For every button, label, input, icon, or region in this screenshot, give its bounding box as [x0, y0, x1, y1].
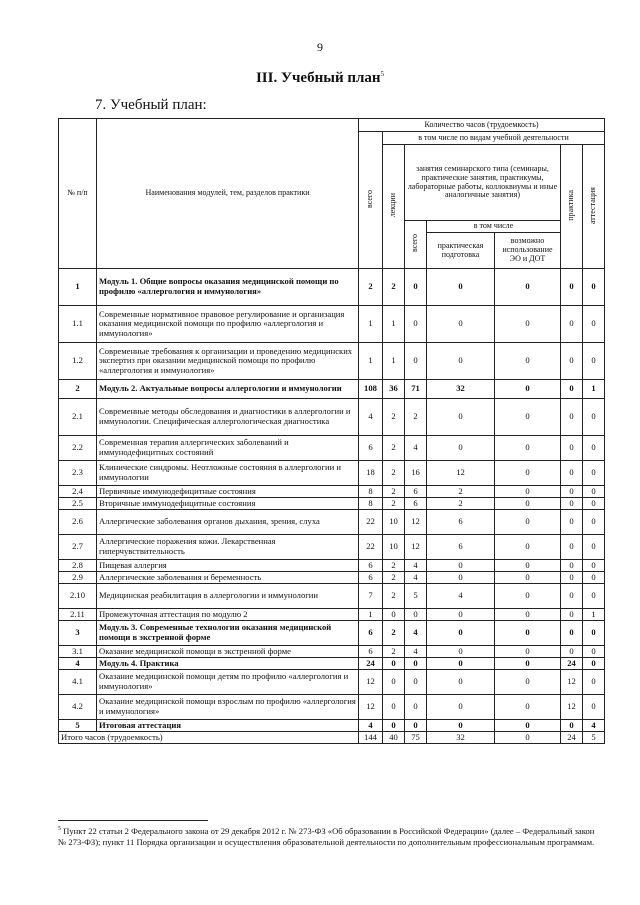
lectures-hours: 2	[383, 646, 405, 658]
eo-dot-hours: 0	[495, 646, 561, 658]
attestation-hours: 0	[583, 510, 605, 535]
attestation-hours: 0	[583, 658, 605, 670]
module-row	[59, 380, 605, 399]
practical-training-hours: 0	[427, 269, 495, 306]
practice-hours: 0	[561, 399, 583, 436]
practical-training-hours: 0	[427, 658, 495, 670]
practice-hours: 0	[561, 461, 583, 486]
page-number: 9	[317, 40, 323, 54]
topic-row	[59, 343, 605, 380]
header-total: всего	[365, 189, 375, 208]
row-name: Аллергические заболевания органов дыхания, зрения, слуха	[97, 510, 359, 535]
practical-training-hours: 0	[427, 572, 495, 584]
header-by-type: в том числе по видам учебной деятельности	[383, 132, 605, 145]
row-number: 2.6	[59, 510, 97, 535]
seminar-hours: 0	[405, 720, 427, 732]
row-name: Модуль 1. Общие вопросы оказания медицинской помощи по профилю «аллергология и иммунология»	[97, 269, 359, 306]
eo-dot-hours: 0	[495, 436, 561, 461]
lectures-hours: 1	[383, 343, 405, 380]
eo-dot-hours: 0	[495, 486, 561, 498]
attestation-hours: 0	[583, 646, 605, 658]
attestation-hours: 0	[583, 343, 605, 380]
seminar-hours: 4	[405, 560, 427, 572]
total-hours: 7	[359, 584, 383, 609]
lectures-hours: 2	[383, 572, 405, 584]
row-name: Современные методы обследования и диагностики в аллергологии и иммунологии. Специфическая аллергологическая диагностика	[97, 399, 359, 436]
lectures-hours: 1	[383, 306, 405, 343]
seminar-hours: 0	[405, 658, 427, 670]
row-number: 2.9	[59, 572, 97, 584]
eo-dot-hours: 0	[495, 572, 561, 584]
row-number: 2.5	[59, 498, 97, 510]
total-hours: 22	[359, 535, 383, 560]
total-hours: 6	[359, 436, 383, 461]
row-name: Модуль 4. Практика	[97, 658, 359, 670]
row-number: 1.1	[59, 306, 97, 343]
total-hours: 1	[359, 306, 383, 343]
practical-training-hours: 0	[427, 343, 495, 380]
row-name: Пищевая аллергия	[97, 560, 359, 572]
section-title	[0, 70, 640, 87]
row-name: Современная терапия аллергических заболеваний и иммунодефицитных состояний	[97, 436, 359, 461]
section-title-text: III. Учебный план	[255, 70, 381, 86]
section-footnote-mark: 5	[380, 70, 385, 78]
practical-training-hours: 2	[427, 486, 495, 498]
header-num: № п/п	[59, 119, 97, 269]
row-name: Аллергические поражения кожи. Лекарственная гиперчувствительность	[97, 535, 359, 560]
total-hours: 6	[359, 646, 383, 658]
attestation-hours: 0	[583, 572, 605, 584]
module-row	[59, 269, 605, 306]
practical-training-hours: 0	[427, 720, 495, 732]
seminar-hours: 0	[405, 343, 427, 380]
practical-training-hours: 6	[427, 535, 495, 560]
curriculum-table	[58, 118, 605, 744]
lectures-hours: 2	[383, 560, 405, 572]
header-incl: в том числе	[427, 221, 561, 233]
eo-dot-hours: 0	[495, 720, 561, 732]
row-number: 2.3	[59, 461, 97, 486]
practical-training-hours: 0	[427, 306, 495, 343]
attestation-hours: 0	[583, 436, 605, 461]
practice-hours: 0	[561, 343, 583, 380]
row-number: 2.11	[59, 609, 97, 621]
total-hours: 6	[359, 560, 383, 572]
seminar-hours: 0	[405, 695, 427, 720]
eo-dot-hours: 0	[495, 609, 561, 621]
lectures-hours: 2	[383, 584, 405, 609]
practical-training-hours: 0	[427, 609, 495, 621]
seminar-hours: 16	[405, 461, 427, 486]
eo-dot-hours: 0	[495, 380, 561, 399]
total-hours: 8	[359, 486, 383, 498]
practical-training-hours: 0	[427, 436, 495, 461]
topic-row	[59, 572, 605, 584]
practice-hours: 12	[561, 670, 583, 695]
header-total-cell	[359, 132, 383, 269]
practice-hours: 0	[561, 621, 583, 646]
seminar-hours: 5	[405, 584, 427, 609]
attestation-hours: 0	[583, 461, 605, 486]
total-hours: 2	[359, 269, 383, 306]
row-name: Модуль 3. Современные технологии оказания медицинской помощи в экстренной форме	[97, 621, 359, 646]
practical-training-hours: 6	[427, 510, 495, 535]
total-hours: 6	[359, 621, 383, 646]
header-practice: практика	[566, 189, 576, 221]
header-seminar-total-cell	[405, 221, 427, 269]
eo-dot-hours: 0	[495, 658, 561, 670]
row-number: 2.8	[59, 560, 97, 572]
lectures-hours: 2	[383, 486, 405, 498]
practice-hours: 12	[561, 695, 583, 720]
attestation-hours: 0	[583, 399, 605, 436]
row-number: 1.2	[59, 343, 97, 380]
lectures-hours: 2	[383, 399, 405, 436]
practical-training-hours: 12	[427, 461, 495, 486]
table-body	[59, 269, 605, 732]
topic-row	[59, 584, 605, 609]
total-hours: 108	[359, 380, 383, 399]
header-seminar-total: всего	[410, 234, 420, 253]
subtitle: 7. Учебный план:	[95, 97, 207, 113]
topic-row	[59, 646, 605, 658]
lectures-hours: 2	[383, 621, 405, 646]
attestation-hours: 0	[583, 695, 605, 720]
seminar-hours: 4	[405, 646, 427, 658]
total-hours: 18	[359, 461, 383, 486]
seminar-hours: 4	[405, 436, 427, 461]
row-name: Оказание медицинской помощи детям по профилю «аллергология и иммунология»	[97, 670, 359, 695]
row-name: Промежуточная аттестация по модулю 2	[97, 609, 359, 621]
header-lectures-cell	[383, 145, 405, 269]
eo-dot-hours: 0	[495, 269, 561, 306]
practice-hours: 0	[561, 720, 583, 732]
topic-row	[59, 461, 605, 486]
row-number: 5	[59, 720, 97, 732]
header-practice-cell	[561, 145, 583, 269]
total-hours: 6	[359, 572, 383, 584]
total-value: 24	[561, 732, 583, 744]
practice-hours: 0	[561, 510, 583, 535]
module-row	[59, 658, 605, 670]
lectures-hours: 0	[383, 658, 405, 670]
eo-dot-hours: 0	[495, 343, 561, 380]
seminar-hours: 6	[405, 498, 427, 510]
row-number: 2.1	[59, 399, 97, 436]
topic-row	[59, 306, 605, 343]
total-hours: 1	[359, 609, 383, 621]
row-name: Оказание медицинской помощи в экстренной форме	[97, 646, 359, 658]
eo-dot-hours: 0	[495, 695, 561, 720]
row-name: Современные нормативное правовое регулирование и организация оказания медицинской помощи по профилю «аллергология и иммунология»	[97, 306, 359, 343]
eo-dot-hours: 0	[495, 399, 561, 436]
seminar-hours: 0	[405, 269, 427, 306]
topic-row	[59, 695, 605, 720]
attestation-hours: 1	[583, 609, 605, 621]
seminar-hours: 0	[405, 609, 427, 621]
topic-row	[59, 399, 605, 436]
row-number: 3	[59, 621, 97, 646]
eo-dot-hours: 0	[495, 498, 561, 510]
practice-hours: 0	[561, 572, 583, 584]
practice-hours: 0	[561, 269, 583, 306]
lectures-hours: 2	[383, 461, 405, 486]
seminar-hours: 0	[405, 670, 427, 695]
row-number: 2.4	[59, 486, 97, 498]
practical-training-hours: 0	[427, 399, 495, 436]
row-number: 2.2	[59, 436, 97, 461]
practical-training-hours: 4	[427, 584, 495, 609]
seminar-hours: 0	[405, 306, 427, 343]
module-row	[59, 720, 605, 732]
total-hours: 12	[359, 670, 383, 695]
row-number: 2.7	[59, 535, 97, 560]
total-hours: 4	[359, 399, 383, 436]
practical-training-hours: 0	[427, 695, 495, 720]
footnote-text: Пункт 22 статьи 2 Федерального закона от 29 декабря 2012 г. № 273-ФЗ «Об образовании в Российской Федерации» (далее – Федеральный закон № 273-ФЗ); пункт 11 Порядка организации и осуществления образовательной деятельности по дополнительным профессиональным программам.	[58, 826, 595, 848]
practical-training-hours: 2	[427, 498, 495, 510]
lectures-hours: 36	[383, 380, 405, 399]
total-value: 144	[359, 732, 383, 744]
header-lectures: лекции	[388, 192, 398, 218]
attestation-hours: 0	[583, 560, 605, 572]
practice-hours: 0	[561, 609, 583, 621]
practical-training-hours: 0	[427, 621, 495, 646]
seminar-hours: 12	[405, 535, 427, 560]
total-hours: 24	[359, 658, 383, 670]
practice-hours: 24	[561, 658, 583, 670]
topic-row	[59, 560, 605, 572]
total-value: 40	[383, 732, 405, 744]
row-number: 3.1	[59, 646, 97, 658]
attestation-hours: 0	[583, 498, 605, 510]
eo-dot-hours: 0	[495, 621, 561, 646]
lectures-hours: 0	[383, 720, 405, 732]
seminar-hours: 71	[405, 380, 427, 399]
eo-dot-hours: 0	[495, 306, 561, 343]
header-attestation-cell	[583, 145, 605, 269]
lectures-hours: 2	[383, 498, 405, 510]
practical-training-hours: 32	[427, 380, 495, 399]
total-hours: 12	[359, 695, 383, 720]
header-practical-training: практическая подготовка	[427, 233, 495, 269]
seminar-hours: 4	[405, 572, 427, 584]
total-value: 0	[495, 732, 561, 744]
practice-hours: 0	[561, 436, 583, 461]
practical-training-hours: 0	[427, 646, 495, 658]
footnote-mark: 5	[58, 826, 61, 833]
module-row	[59, 621, 605, 646]
header-eo-dot: возможно использование ЭО и ДОТ	[495, 233, 561, 269]
row-number: 1	[59, 269, 97, 306]
row-number: 4.2	[59, 695, 97, 720]
seminar-hours: 4	[405, 621, 427, 646]
eo-dot-hours: 0	[495, 510, 561, 535]
practice-hours: 0	[561, 306, 583, 343]
practice-hours: 0	[561, 498, 583, 510]
row-name: Клинические синдромы. Неотложные состояния в аллергологии и иммунологии	[97, 461, 359, 486]
total-row	[59, 732, 605, 744]
row-number: 2.10	[59, 584, 97, 609]
row-name: Медицинская реабилитация в аллергологии и иммунологии	[97, 584, 359, 609]
header-hours: Количество часов (трудоемкость)	[359, 119, 605, 132]
total-hours: 4	[359, 720, 383, 732]
attestation-hours: 0	[583, 306, 605, 343]
row-name: Оказание медицинской помощи взрослым по профилю «аллергология и иммунология»	[97, 695, 359, 720]
topic-row	[59, 510, 605, 535]
row-number: 4	[59, 658, 97, 670]
total-hours: 1	[359, 343, 383, 380]
topic-row	[59, 535, 605, 560]
total-label: Итого часов (трудоемкость)	[59, 732, 359, 744]
lectures-hours: 10	[383, 510, 405, 535]
total-hours: 8	[359, 498, 383, 510]
attestation-hours: 1	[583, 380, 605, 399]
lectures-hours: 2	[383, 436, 405, 461]
footnote-divider	[58, 820, 208, 821]
total-value: 5	[583, 732, 605, 744]
eo-dot-hours: 0	[495, 461, 561, 486]
table-header	[59, 119, 605, 269]
row-name: Современные требования к организации и проведению медицинских экспертиз при оказании медицинской помощи по профилю «аллергология и иммунология»	[97, 343, 359, 380]
practice-hours: 0	[561, 560, 583, 572]
topic-row	[59, 609, 605, 621]
footnote	[58, 826, 604, 848]
total-value: 32	[427, 732, 495, 744]
topic-row	[59, 486, 605, 498]
topic-row	[59, 498, 605, 510]
eo-dot-hours: 0	[495, 535, 561, 560]
header-name: Наименования модулей, тем, разделов практики	[97, 119, 359, 269]
practice-hours: 0	[561, 584, 583, 609]
row-name: Модуль 2. Актуальные вопросы аллергологии и иммунологии	[97, 380, 359, 399]
lectures-hours: 0	[383, 695, 405, 720]
seminar-hours: 6	[405, 486, 427, 498]
attestation-hours: 0	[583, 535, 605, 560]
practice-hours: 0	[561, 535, 583, 560]
practical-training-hours: 0	[427, 560, 495, 572]
practical-training-hours: 0	[427, 670, 495, 695]
attestation-hours: 0	[583, 621, 605, 646]
row-name: Вторичные иммунодефицитные состояния	[97, 498, 359, 510]
practice-hours: 0	[561, 646, 583, 658]
row-name: Первичные иммунодефицитные состояния	[97, 486, 359, 498]
practice-hours: 0	[561, 380, 583, 399]
lectures-hours: 0	[383, 670, 405, 695]
seminar-hours: 2	[405, 399, 427, 436]
row-name: Аллергические заболевания и беременность	[97, 572, 359, 584]
topic-row	[59, 670, 605, 695]
topic-row	[59, 436, 605, 461]
row-number: 2	[59, 380, 97, 399]
total-value: 75	[405, 732, 427, 744]
eo-dot-hours: 0	[495, 584, 561, 609]
header-seminar: занятия семинарского типа (семинары, практические занятия, практикумы, лабораторные работы, коллоквиумы и иные аналогичные занятия)	[405, 145, 561, 221]
lectures-hours: 0	[383, 609, 405, 621]
attestation-hours: 0	[583, 670, 605, 695]
eo-dot-hours: 0	[495, 560, 561, 572]
header-attestation: аттестация	[588, 186, 598, 224]
attestation-hours: 0	[583, 584, 605, 609]
lectures-hours: 2	[383, 269, 405, 306]
lectures-hours: 10	[383, 535, 405, 560]
row-number: 4.1	[59, 670, 97, 695]
row-name: Итоговая аттестация	[97, 720, 359, 732]
attestation-hours: 0	[583, 269, 605, 306]
attestation-hours: 0	[583, 486, 605, 498]
attestation-hours: 4	[583, 720, 605, 732]
seminar-hours: 12	[405, 510, 427, 535]
practice-hours: 0	[561, 486, 583, 498]
eo-dot-hours: 0	[495, 670, 561, 695]
total-hours: 22	[359, 510, 383, 535]
